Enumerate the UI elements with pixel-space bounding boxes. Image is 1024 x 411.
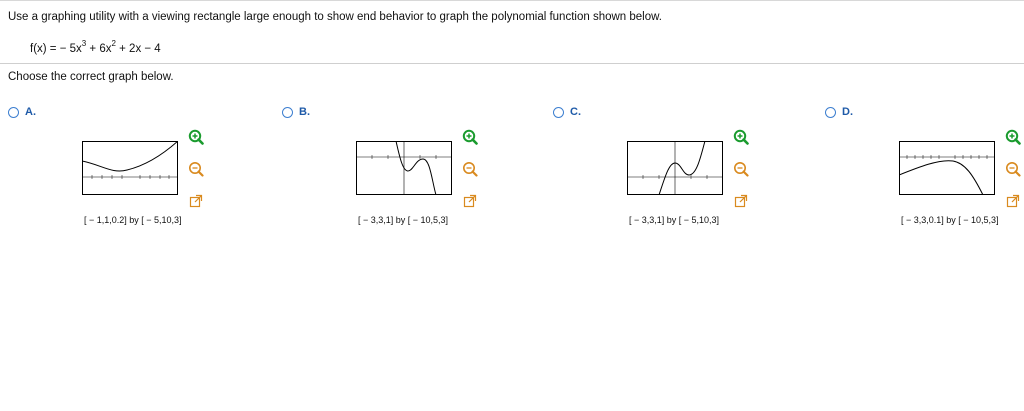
option-a-radio[interactable]	[8, 107, 19, 118]
option-a-popout-icon[interactable]	[188, 193, 204, 209]
function-exponent-2: 2	[111, 39, 116, 48]
option-b-zoom-in-icon[interactable]	[462, 129, 478, 145]
option-c-letter: C.	[570, 106, 581, 118]
option-c-zoom-in-icon[interactable]	[733, 129, 749, 145]
option-a-graph	[82, 141, 178, 195]
option-a[interactable]	[8, 105, 258, 235]
option-b-popout-icon[interactable]	[462, 193, 478, 209]
option-a-window: [ − 1,1,0.2] by [ − 5,10,3]	[84, 215, 182, 225]
option-b-zoom-out-icon[interactable]	[462, 161, 478, 177]
option-b-radio[interactable]	[282, 107, 293, 118]
option-a-zoom-out-icon[interactable]	[188, 161, 204, 177]
choose-prompt: Choose the correct graph below.	[8, 71, 174, 83]
option-c-window: [ − 3,3,1] by [ − 5,10,3]	[629, 215, 720, 225]
function-middle: + 6x	[86, 42, 112, 55]
option-d-zoom-in-icon[interactable]	[1005, 129, 1021, 145]
option-d-zoom-out-icon[interactable]	[1005, 161, 1021, 177]
question-instruction: Use a graphing utility with a viewing rectangle large enough to show end behavior to graph the polynomial function shown below.	[8, 11, 662, 23]
option-c-popout-icon[interactable]	[733, 193, 749, 209]
option-b[interactable]	[282, 105, 532, 235]
option-c-radio[interactable]	[553, 107, 564, 118]
option-c-graph	[627, 141, 723, 195]
function-exponent-3: 3	[81, 39, 87, 48]
option-b-graph	[356, 141, 452, 195]
option-d-radio[interactable]	[825, 107, 836, 118]
option-b-window: [ − 3,3,1] by [ − 10,5,3]	[358, 215, 449, 225]
option-d-graph	[899, 141, 995, 195]
function-prefix: f(x) = − 5x	[30, 42, 82, 55]
function-suffix: + 2x − 4	[115, 42, 161, 55]
option-c[interactable]	[553, 105, 803, 235]
option-a-zoom-in-icon[interactable]	[188, 129, 204, 145]
option-d-popout-icon[interactable]	[1005, 193, 1021, 209]
option-d-window: [ − 3,3,0.1] by [ − 10,5,3]	[901, 215, 999, 225]
section-divider	[0, 63, 1024, 64]
option-c-zoom-out-icon[interactable]	[733, 161, 749, 177]
top-border	[0, 0, 1024, 1]
polynomial-function	[30, 40, 161, 55]
option-d-letter: D.	[842, 106, 853, 118]
option-b-letter: B.	[299, 106, 310, 118]
option-a-letter: A.	[25, 106, 36, 118]
option-d[interactable]	[825, 105, 1024, 235]
